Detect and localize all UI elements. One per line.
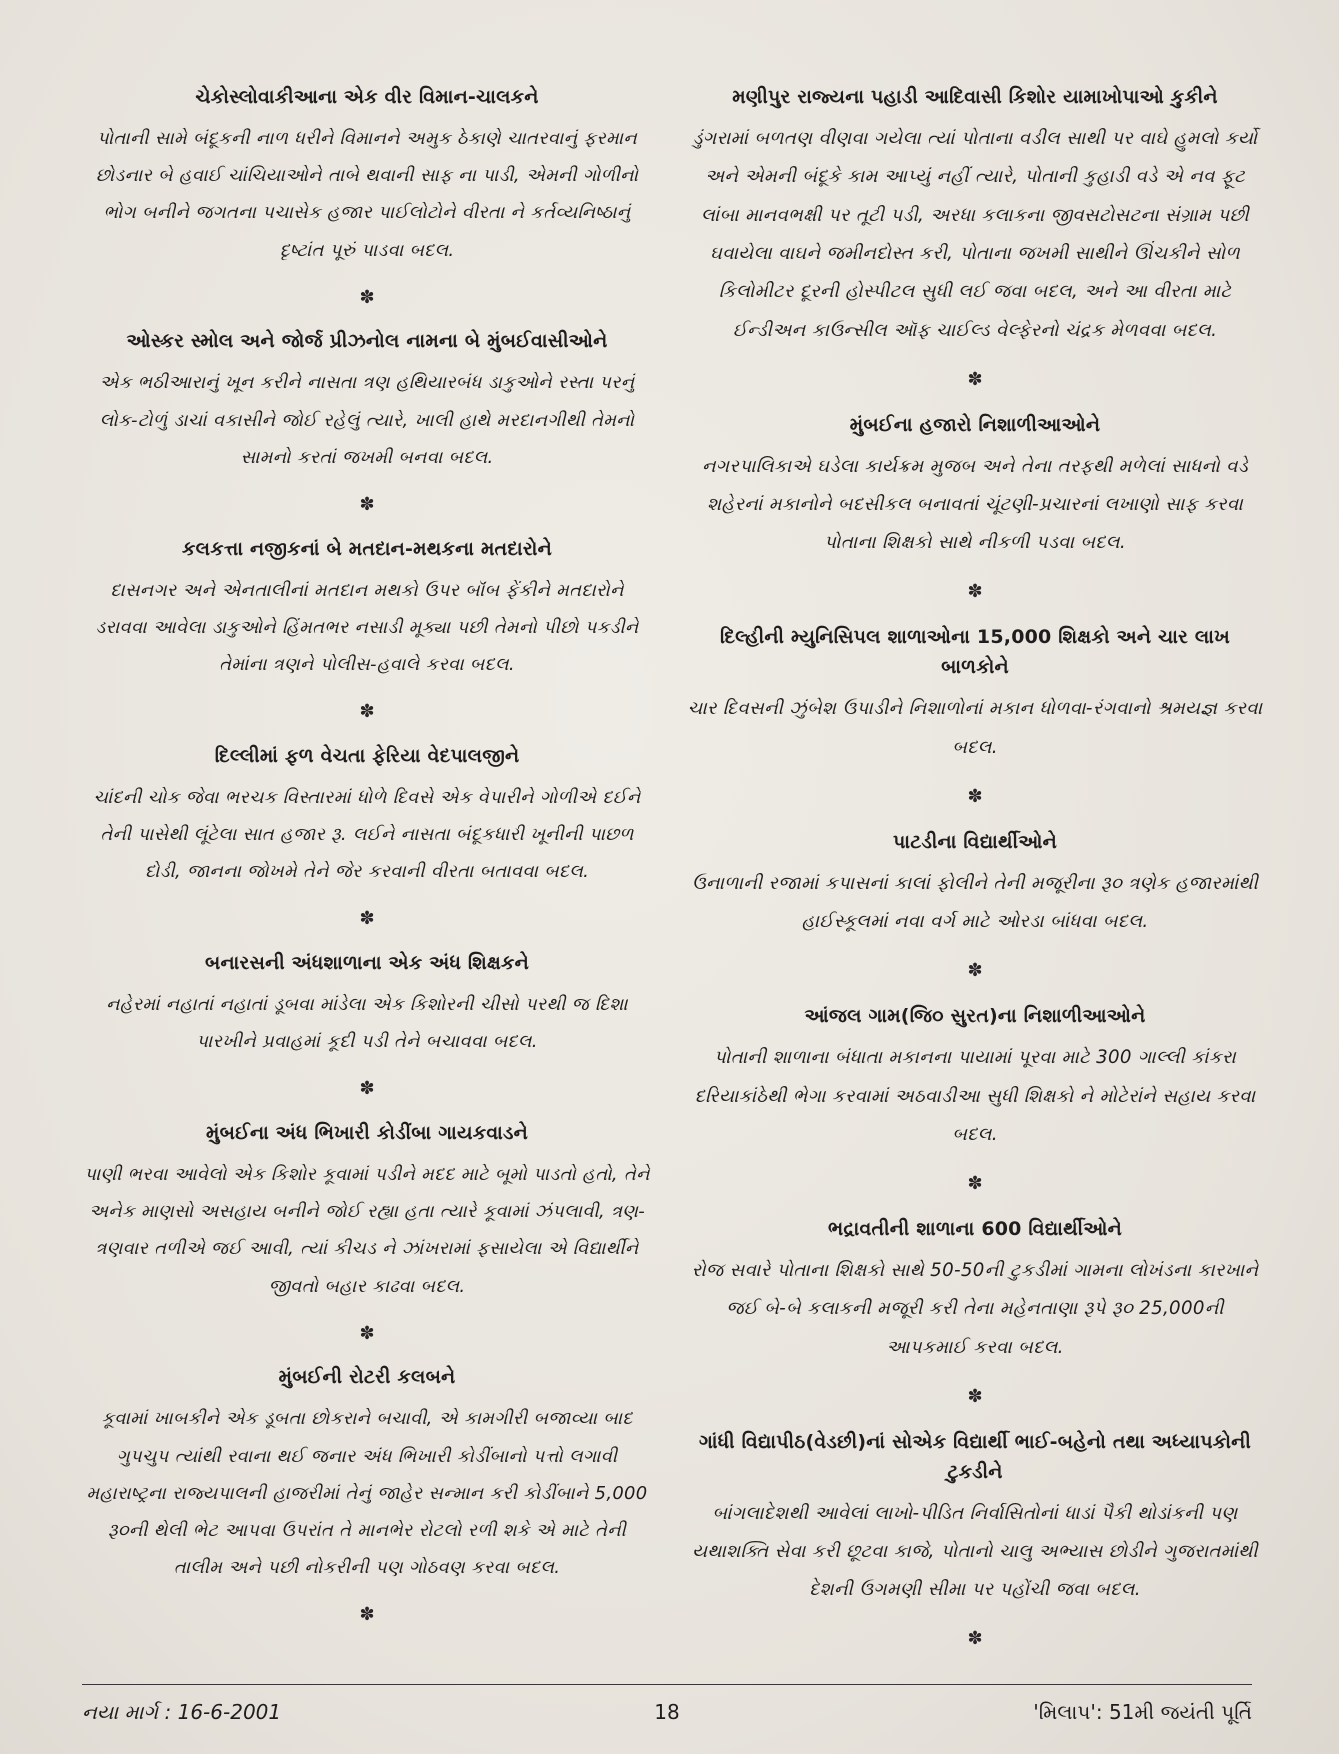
separator-flower-icon: ✽ [967, 1173, 983, 1195]
footer-publication: નયા માર્ગ : 16-6-2001 [82, 1700, 282, 1724]
citation-item [685, 410, 1265, 563]
separator-flower-icon: ✽ [967, 1628, 983, 1650]
citation-item [82, 82, 652, 269]
separator-flower-icon: ✽ [967, 1385, 983, 1407]
citation-item [685, 82, 1265, 350]
page-footer [82, 1696, 1252, 1728]
citation-title: બનારસની અંધશાળાના એક અંધ શિક્ષકને [205, 951, 529, 974]
citation-body: રોજ સવારે પોતાના શિક્ષકો સાથે 50-50ની ટુકડીમાં ગામના લોખંડના કારખાને જઈ બે-બે કલાકની મજૂરી કરી તેના મહેનતાણા રૂપે રૂ૦ 25,000ની આપકમાઈ કરવા બદલ. [691, 1259, 1259, 1358]
citation-title: દિલ્હીની મ્યુનિસિપલ શાળાઓના 15,000 શિક્ષકો અને ચાર લાખ બાળકોને [720, 626, 1230, 679]
citation-body: કૂવામાં ખાબકીને એક ડૂબતા છોકરાને બચાવી, એ કામગીરી બજાવ્યા બાદ ગુપચુપ ત્યાંથી રવાના થઈ જનાર અંધ ભિખારી કોડીંબાનો પત્તો લગાવી મહારાષ્ટ્રના રાજ્યપાલની હાજરીમાં તેનું જાહેર સન્માન કરી કોડીંબાને 5,000 રૂ૦ની થેલી ભેટ આપવા ઉપરાંત તે માનભેર રોટલો રળી શકે એ માટે તેની તાલીમ અને પછી નોકરીની પણ ગોઠવણ કરવા બદલ. [86, 1408, 648, 1579]
citation-title: પાટડીના વિદ્યાર્થીઓને [893, 830, 1057, 853]
citation-item [685, 1001, 1265, 1154]
citation-item [82, 741, 652, 891]
citation-item [82, 1362, 652, 1586]
citation-title: કલકત્તા નજીકનાં બે મતદાન-મથકના મતદારોને [182, 537, 552, 560]
separator-flower-icon: ✽ [967, 368, 983, 390]
citation-item [685, 827, 1265, 942]
citation-title: ચેકોસ્લોવાકીઆના એક વીર વિમાન-ચાલકને [195, 86, 539, 108]
article-columns [0, 82, 1339, 1682]
citation-body: બાંગલાદેશથી આવેલાં લાખો-પીડિત નિર્વાસિતોનાં ધાડાં પૈકી થોડાંકની પણ યથાશક્તિ સેવા કરી છૂટવા કાજે, પોતાનો ચાલુ અભ્યાસ છોડીને ગુજરાતમાંથી દેશની ઉગમણી સીમા પર પહોંચી જવા બદલ. [692, 1502, 1258, 1601]
separator-flower-icon: ✽ [359, 908, 375, 930]
citation-title: ભદ્રાવતીની શાળાના 600 વિદ્યાર્થીઓને [827, 1217, 1123, 1240]
separator-flower-icon: ✽ [967, 785, 983, 807]
citation-title: મુંબઈના હજારો નિશાળીઆઓને [849, 413, 1101, 436]
citation-title: દિલ્લીમાં ફળ વેચતા ફેરિયા વેદપાલજીને [214, 744, 520, 767]
citation-body: દાસનગર અને એનતાલીનાં મતદાન મથકો ઉપર બૉંબ ફેંકીને મતદારોને ડરાવવા આવેલા ડાકુઓને હિંમતભર નસાડી મૂક્યા પછી તેમનો પીછો પકડીને તેમાંના ત્રણને પોલીસ-હવાલે કરવા બદલ. [95, 579, 639, 675]
citation-body: પોતાની સામે બંદૂકની નાળ ધરીને વિમાનને અમુક ઠેકાણે ચાતરવાનું ફરમાન છોડનાર બે હવાઈ ચાંચિયાઓને તાબે થવાની સાફ ના પાડી, એમની ગોળીનો ભોગ બનીને જગતના પચાસેક હજાર પાઈલોટોને વીરતા ને કર્તવ્યનિષ્ઠાનું દૃષ્ટાંત પૂરું પાડવા બદલ. [95, 128, 639, 261]
separator-flower-icon: ✽ [359, 700, 375, 722]
citation-title: આંજલ ગામ(જિ૦ સુરત)ના નિશાળીઆઓને [804, 1005, 1146, 1028]
separator-flower-icon: ✽ [359, 1322, 375, 1344]
citation-title: ગાંધી વિદ્યાપીઠ(વેડછી)નાં સોએક વિદ્યાર્થી ભાઈ-બહેનો તથા અધ્યાપકોની ટુકડીને [699, 1430, 1251, 1483]
citation-body: ચાર દિવસની ઝુંબેશ ઉપાડીને નિશાળોનાં મકાન ધોળવા-રંગવાનો શ્રમયજ્ઞ કરવા બદલ. [687, 698, 1263, 758]
citation-title: ઓસ્કર સ્મોલ અને જોર્જ પ્રીઝનોલ નામના બે મુંબઈવાસીઓને [126, 330, 608, 353]
right-column [685, 82, 1265, 1669]
citation-body: ચાંદની ચોક જેવા ભરચક વિસ્તારમાં ધોળે દિવસે એક વેપારીને ગોળીએ દઈને તેની પાસેથી લૂંટેલા સાત હજાર રૂ. લઈને નાસતા બંદૂકધારી ખૂનીની પાછળ દોડી, જાનના જોખમે તેને જેર કરવાની વીરતા બતાવવા બદલ. [93, 786, 641, 883]
footer-supplement: 'મિલાપ': 51મી જયંતી પૂર્તિ [1033, 1700, 1252, 1724]
citation-item [82, 1118, 652, 1305]
separator-flower-icon: ✽ [967, 581, 983, 603]
citation-body: પાણી ભરવા આવેલો એક કિશોર કૂવામાં પડીને મદદ માટે બૂમો પાડતો હતો, તેને અનેક માણસો અસહાય બનીને જોઈ રહ્યા હતા ત્યારે કૂવામાં ઝંપલાવી, ત્રણ-ત્રણવાર તળીએ જઈ આવી, ત્યાં કીચડ ને ઝાંખરામાં ફસાયેલા એ વિદ્યાર્થીને જીવતો બહાર કાઢવા બદલ. [84, 1164, 650, 1297]
citation-title: મણીપુર રાજ્યના પહાડી આદિવાસી કિશોર યામાખોપાઓ કુકીને [732, 86, 1218, 108]
citation-item [685, 1214, 1265, 1367]
separator-flower-icon: ✽ [359, 286, 375, 308]
citation-body: ઉનાળાની રજામાં કપાસનાં કાલાં ફોલીને તેની મજૂરીના રૂ૦ ત્રણેક હજારમાંથી હાઈસ્કૂલમાં નવા વર્ગ માટે ઓરડા બાંધવા બદલ. [691, 872, 1259, 933]
citation-body: પોતાની શાળાના બંધાતા મકાનના પાયામાં પૂરવા માટે 300 ગાલ્લી કાંકરા દરિયાકાંઠેથી ભેગા કરવામાં અઠવાડીઆ સુધી શિક્ષકો ને મોટેરાંને સહાય કરવા બદલ. [694, 1047, 1256, 1145]
citation-title: મુંબઈના અંધ ભિખારી કોડીંબા ગાયકવાડને [206, 1122, 528, 1145]
citation-body: નહેરમાં નહાતાં નહાતાં ડૂબવા માંડેલા એક કિશોરની ચીસો પરથી જ દિશા પારખીને પ્રવાહમાં કૂદી પડી તેને બચાવવા બદલ. [106, 993, 628, 1053]
citation-item [685, 1427, 1265, 1610]
citation-body: નગરપાલિકાએ ઘડેલા કાર્યક્રમ મુજબ અને તેના તરફથી મળેલાં સાધનો વડે શહેરનાં મકાનોને બદસીકલ બનાવતાં ચૂંટણી-પ્રચારનાં લખાણો સાફ કરવા પોતાના શિક્ષકો સાથે નીકળી પડવા બદલ. [701, 455, 1249, 554]
separator-flower-icon: ✽ [359, 493, 375, 515]
page-number: 18 [654, 1700, 680, 1724]
citation-body: એક ભઠીઆરાનું ખૂન કરીને નાસતા ત્રણ હથિયારબંધ ડાકુઓને રસ્તા પરનું લોક-ટોળું ડાચાં વકાસીને જોઈ રહેલું ત્યારે, ખાલી હાથે મરદાનગીથી તેમનો સામનો કરતાં જખમી બનવા બદલ. [99, 372, 635, 468]
footer-rule [82, 1684, 1252, 1685]
left-column [82, 82, 652, 1644]
separator-flower-icon: ✽ [967, 960, 983, 982]
separator-flower-icon: ✽ [359, 1078, 375, 1100]
citation-body: ડુંગરામાં બળતણ વીણવા ગયેલા ત્યાં પોતાના વડીલ સાથી પર વાઘે હુમલો કર્યો અને એમની બંદૂકે કામ આપ્યું નહીં ત્યારે, પોતાની કુહાડી વડે એ નવ ફૂટ લાંબા માનવભક્ષી પર તૂટી પડી, અરધા કલાકના જીવસટોસટના સંગ્રામ પછી ઘવાયેલા વાઘને જમીનદોસ્ત કરી, પોતાના જખમી સાથીને ઊંચકીને સોળ કિલોમીટર દૂરની હોસ્પીટલ સુધી લઈ જવા બદલ, અને આ વીરતા માટે ઈન્ડીઅન કાઉન્સીલ ઑફ ચાઈલ્ડ વેલ્ફેરનો ચંદ્રક મેળવવા બદલ. [692, 128, 1258, 341]
citation-item [82, 326, 652, 476]
citation-item [82, 948, 652, 1060]
citation-title: મુંબઈની રોટરી કલબને [278, 1366, 456, 1389]
citation-item [82, 534, 652, 684]
citation-item [685, 622, 1265, 767]
separator-flower-icon: ✽ [359, 1604, 375, 1626]
